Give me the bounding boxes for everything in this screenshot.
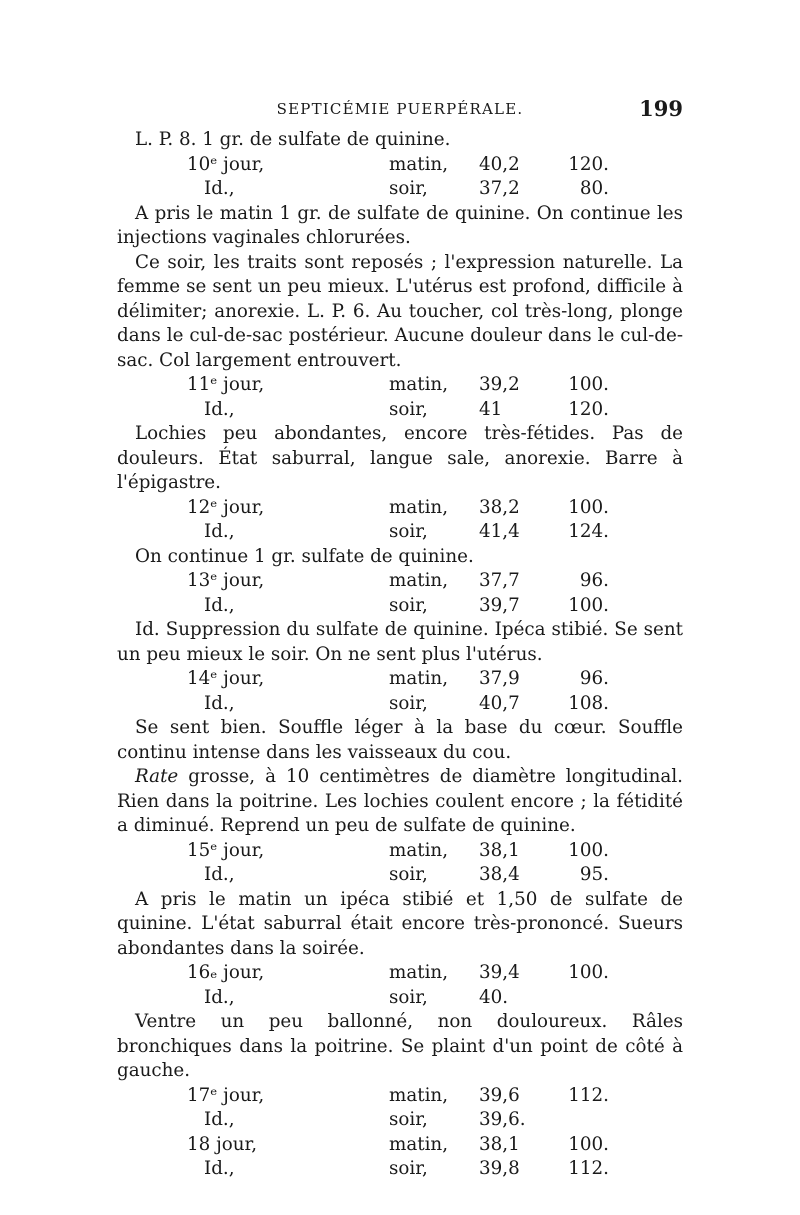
paragraph: A pris le matin un ipéca stibié et 1,50 de sulfate de quinine. L'état saburral était encore très-prononcé. Sueurs abondantes dans la soirée. — [117, 888, 683, 959]
temperature-table — [117, 496, 683, 545]
cell-temp: 38,1 — [479, 839, 520, 861]
table-row — [117, 986, 683, 1011]
cell-pulse: 120. — [568, 153, 609, 175]
cell-day: Id., — [204, 521, 235, 542]
cell-time: matin, — [389, 496, 449, 518]
table-row — [117, 569, 683, 594]
table-row — [117, 839, 683, 864]
cell-pulse: 96. — [579, 570, 609, 591]
cell-temp: 40. — [479, 986, 509, 1008]
table-row — [117, 1108, 683, 1133]
cell-time: soir, — [389, 398, 428, 420]
paragraph: On continue 1 gr. sulfate de quinine. — [135, 545, 474, 567]
cell-temp: 37,7 — [479, 570, 520, 591]
table-row — [117, 1133, 683, 1158]
cell-temp: 37,9 — [479, 668, 520, 689]
cell-temp: 37,2 — [479, 178, 520, 199]
table-row — [117, 496, 683, 521]
table-row — [117, 373, 683, 398]
cell-pulse: 100. — [568, 1133, 609, 1155]
table-row — [117, 594, 683, 619]
cell-time: soir, — [389, 986, 428, 1008]
cell-day: 11ᵉ jour, — [187, 374, 265, 395]
paragraph-rest: grosse, à 10 centimètres de diamètre longitudinal. Rien dans la poitrine. Les lochies coulent encore ; la fétidité a diminué. Reprend un peu de sulfate de quinine. — [117, 766, 683, 836]
temperature-table — [117, 569, 683, 618]
temperature-table — [117, 153, 683, 202]
cell-day: 15ᵉ jour, — [187, 839, 265, 861]
paragraph: L. P. 8. 1 gr. de sulfate de quinine. — [135, 129, 451, 150]
cell-temp: 41,4 — [479, 521, 520, 542]
cell-temp: 38,4 — [479, 864, 520, 885]
cell-temp: 38,2 — [479, 496, 520, 518]
paragraph: Ventre un peu ballonné, non douloureux. Râles bronchiques dans la poitrine. Se plaint d'un point de côté à gauche. — [117, 1011, 683, 1081]
page-number: 199 — [639, 96, 683, 121]
cell-time: matin, — [389, 962, 449, 983]
cell-time: soir, — [389, 692, 428, 714]
cell-pulse: 100. — [568, 496, 609, 518]
table-row — [117, 863, 683, 888]
body-text — [117, 128, 683, 1182]
cell-temp: 40,7 — [479, 692, 520, 714]
cell-temp: 39,2 — [479, 374, 520, 395]
paragraph: Ce soir, les traits sont reposés ; l'expression naturelle. La femme se sent un peu mieux. L'utérus est profond, difficile à délimiter; anorexie. L. P. 6. Au toucher, col très-long, plonge dans le cul-de-sac postérieur. Aucune douleur dans le cul-de-sac. Col largement entrouvert. — [117, 251, 683, 371]
paragraph — [117, 765, 683, 839]
paragraph: Lochies peu abondantes, encore très-fétides. Pas de douleurs. État saburral, langue sale, anorexie. Barre à l'épigastre. — [117, 423, 683, 493]
cell-time: matin, — [389, 839, 449, 861]
cell-pulse: 100. — [568, 962, 609, 983]
table-row — [117, 153, 683, 178]
cell-day: Id., — [204, 178, 235, 199]
cell-day: Id., — [204, 398, 235, 420]
cell-pulse: 80. — [579, 178, 609, 199]
cell-time: matin, — [389, 668, 449, 689]
temperature-table — [117, 839, 683, 888]
temperature-table — [117, 667, 683, 716]
italic-word: Rate — [135, 766, 179, 787]
cell-pulse: 112. — [568, 1158, 609, 1179]
cell-time: soir, — [389, 864, 428, 885]
cell-pulse: 120. — [568, 398, 609, 420]
cell-day: 12ᵉ jour, — [187, 496, 265, 518]
cell-temp: 39,6. — [479, 1109, 526, 1130]
cell-day: Id., — [204, 1158, 235, 1179]
cell-day: 14ᵉ jour, — [187, 668, 265, 689]
cell-pulse: 100. — [568, 594, 609, 616]
cell-day: Id., — [204, 864, 235, 885]
table-row — [117, 667, 683, 692]
cell-pulse: 100. — [568, 839, 609, 861]
cell-pulse: 108. — [568, 692, 609, 714]
table-row — [117, 398, 683, 423]
cell-time: matin, — [389, 1084, 449, 1106]
temperature-table — [117, 1084, 683, 1182]
cell-time: soir, — [389, 1158, 428, 1179]
cell-time: matin, — [389, 374, 449, 395]
cell-time: matin, — [389, 153, 449, 175]
cell-day: 18 jour, — [187, 1133, 258, 1155]
cell-time: soir, — [389, 594, 428, 616]
table-row — [117, 177, 683, 202]
cell-temp: 39,4 — [479, 962, 520, 983]
cell-pulse: 96. — [579, 668, 609, 689]
cell-time: matin, — [389, 570, 449, 591]
table-row — [117, 1084, 683, 1109]
paragraph: Id. Suppression du sulfate de quinine. Ipéca stibié. Se sent un peu mieux le soir. On ne sent plus l'utérus. — [117, 619, 683, 665]
cell-temp: 39,7 — [479, 594, 520, 616]
temperature-table — [117, 373, 683, 422]
cell-time: matin, — [389, 1133, 449, 1155]
cell-time: soir, — [389, 1109, 428, 1130]
cell-pulse: 112. — [568, 1084, 609, 1106]
cell-temp: 41 — [479, 398, 503, 420]
cell-temp: 39,6 — [479, 1084, 520, 1106]
cell-day: 13ᵉ jour, — [187, 570, 265, 591]
table-row — [117, 961, 683, 986]
cell-pulse: 124. — [568, 521, 609, 542]
cell-day: Id., — [204, 692, 235, 714]
cell-day: Id., — [204, 986, 235, 1008]
cell-day: Id., — [204, 594, 235, 616]
cell-temp: 38,1 — [479, 1133, 520, 1155]
running-head: SEPTICÉMIE PUERPÉRALE. — [276, 100, 524, 118]
paragraph: Se sent bien. Souffle léger à la base du cœur. Souffle continu intense dans les vaisseaux du cou. — [117, 717, 683, 763]
cell-time: soir, — [389, 521, 428, 542]
cell-pulse: 100. — [568, 374, 609, 395]
cell-pulse: 95. — [579, 864, 609, 885]
temperature-table — [117, 961, 683, 1010]
cell-day: 17ᵉ jour, — [187, 1084, 265, 1106]
cell-temp: 40,2 — [479, 153, 520, 175]
table-row — [117, 692, 683, 717]
cell-temp: 39,8 — [479, 1158, 520, 1179]
page-header — [117, 98, 683, 122]
cell-day: 16ₑ jour, — [187, 962, 265, 983]
cell-time: soir, — [389, 178, 428, 199]
table-row — [117, 1157, 683, 1182]
cell-day: Id., — [204, 1109, 235, 1130]
table-row — [117, 520, 683, 545]
cell-day: 10ᵉ jour, — [187, 153, 265, 175]
paragraph: A pris le matin 1 gr. de sulfate de quinine. On continue les injections vaginales chlorurées. — [117, 202, 683, 248]
